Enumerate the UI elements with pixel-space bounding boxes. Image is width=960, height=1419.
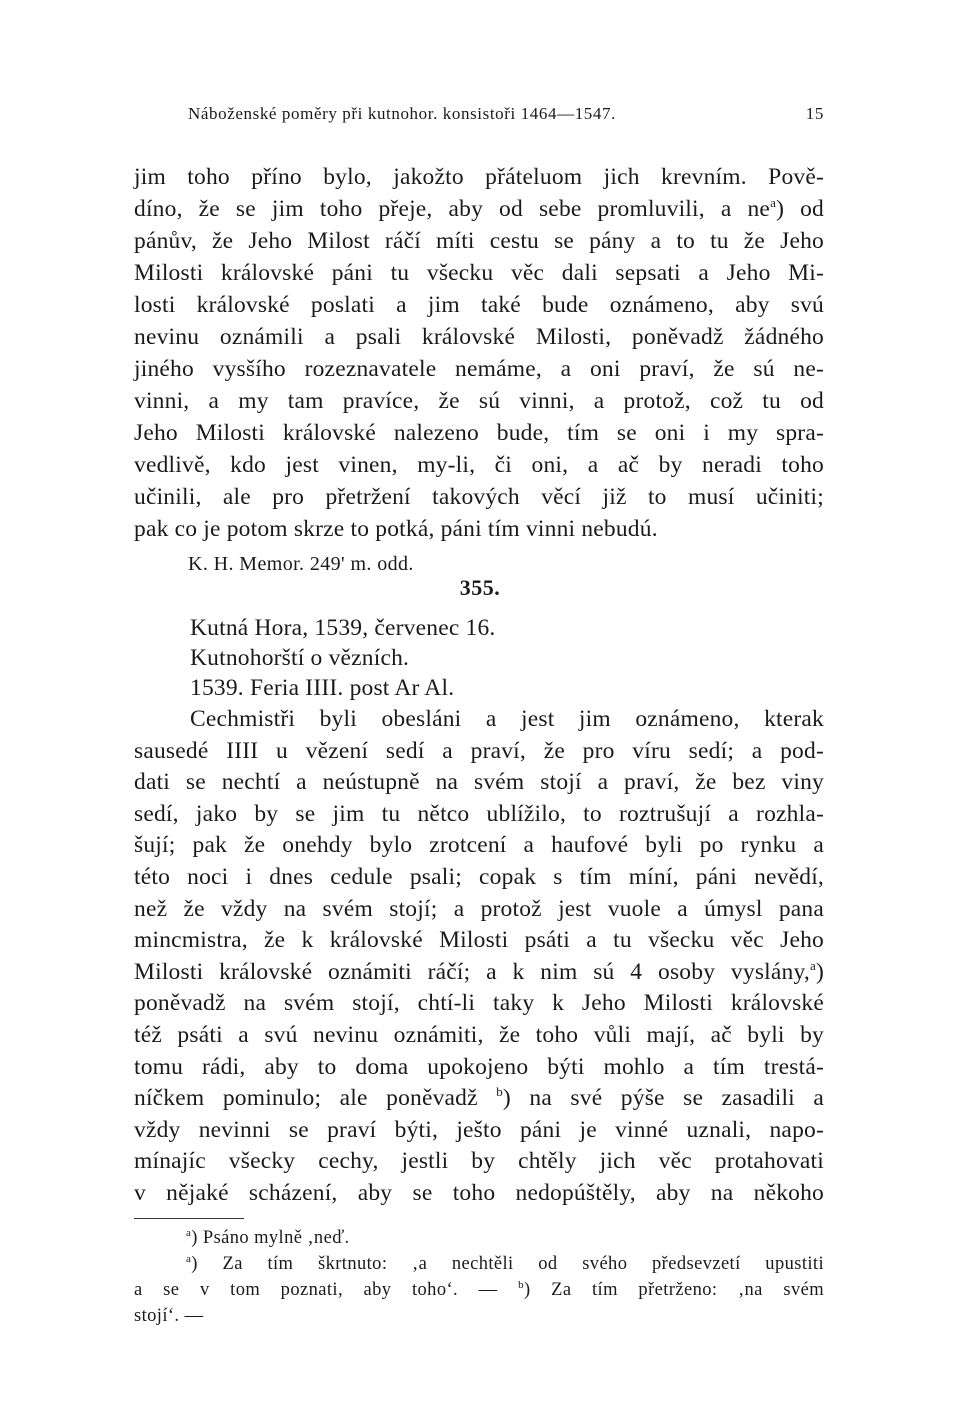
text-line: vedlivě, kdo jest vinen, my-li, či oni, a ač by neradi toho: [134, 452, 824, 478]
text-line: Milosti královské páni tu všecku věc dali sepsati a Jeho Mi-: [134, 260, 824, 286]
text-line: pánův, že Jeho Milost ráčí míti cestu se pány a to tu že Jeho: [134, 228, 824, 254]
document-number: 355.: [459, 575, 501, 600]
text-line: díno, že se jim toho přeje, aby od sebe promluvili, a $ne^a$) od: [134, 195, 824, 222]
text-line: tomu rádi, aby to doma upokojeno býti mohlo a tím trestá-: [134, 1054, 824, 1080]
text-line: než že vždy na svém stojí; a protož jest vuole a úmysl pana: [134, 896, 824, 922]
footnote-marker: b: [496, 1084, 503, 1100]
text-line: sausedé IIII u vězení sedí a praví, že pro víru sedí; a pod-: [134, 738, 824, 764]
text-line: v nějaké scházení, aby se toho nedopúštěly, aby na někoho: [134, 1180, 824, 1206]
text-line: vždy nevinni se praví býti, ješto páni je vinné uznali, napo-: [134, 1117, 824, 1143]
footnote: $^a$) Za tím škrtnuto: ‚a nechtěli od svého předsevzetí upustiti: [186, 1252, 824, 1274]
running-header-title: Náboženské poměry při kutnohor. konsistoři 1464—1547.: [188, 104, 616, 123]
text-line: mínajíc všecky cechy, jestli by chtěly jich věc protahovati: [134, 1148, 824, 1174]
place-date: Kutná Hora, 1539, červenec 16.: [190, 615, 496, 641]
footnote-marker: a: [770, 195, 777, 211]
text-line: mincmistra, že k královské Milosti psáti a tu všecku věc Jeho: [134, 927, 824, 953]
text-line: učinili, ale pro přetržení takových věcí již to musí učiniti;: [134, 484, 824, 510]
footnote-marker: a: [186, 1226, 192, 1239]
footnote-continuation: stojí‘. —: [134, 1306, 204, 1326]
footnote-continuation: a se v tom poznati, aby toho‘. — $^b$) Za tím přetrženo: ‚na svém: [134, 1278, 824, 1300]
date-line: 1539. Feria IIII. post Ar Al.: [190, 675, 455, 701]
footnote: $^a$) Psáno mylně ‚neď.: [186, 1226, 350, 1248]
text-line: této noci i dnes cedule psali; copak s tím míní, páni nevědí,: [134, 864, 824, 890]
text-line: vinni, a my tam pravíce, že sú vinni, a protož, což tu od: [134, 388, 824, 414]
text-line: losti královské poslati a jim také bude oznámeno, aby svú: [134, 292, 824, 318]
text-line: pak co je potom skrze to potká, páni tím vinni nebudú.: [134, 516, 658, 542]
footnote-marker: a: [809, 958, 816, 974]
text-line: Jeho Milosti královské nalezeno bude, tím se oni i my spra-: [134, 420, 824, 446]
text-line: jim toho příno bylo, jakožto přáteluom jich krevním. Pově-: [134, 164, 824, 190]
text-line: jiného vysšího rozeznavatele nemáme, a oni praví, že sú ne-: [134, 356, 824, 382]
source-reference: K. H. Memor. 249' m. odd.: [188, 553, 414, 575]
footnote-divider: [134, 1218, 244, 1219]
text-line: Milosti královské oznámiti ráčí; a k nim sú 4 osoby vyslány,$^a$): [134, 958, 824, 985]
page-number: 15: [805, 104, 824, 123]
text-line: sedí, jako by se jim tu nětco ublížilo, to roztrušují a rozhla-: [134, 801, 824, 827]
text-line: níčkem pominulo; ale poněvadž $^b$) na své pýše se zasadili a: [134, 1084, 824, 1111]
text-line: nevinu oznámili a psali královské Milosti, poněvadž žádného: [134, 324, 824, 350]
text-line: poněvadž na svém stojí, chtí-li taky k Jeho Milosti královské: [134, 990, 824, 1016]
footnote-marker: a: [186, 1252, 192, 1265]
text-line: též psáti a svú nevinu oznámiti, že toho vůli mají, ač byli by: [134, 1022, 824, 1048]
text-line: šují; pak že onehdy bylo zrotcení a haufové byli po rynku a: [134, 832, 824, 858]
footnote-marker: b: [518, 1278, 524, 1291]
text-line: Cechmistři byli obesláni a jest jim oznámeno, kterak: [190, 706, 824, 732]
running-header: [188, 104, 824, 124]
document-subject: Kutnohorští o vězních.: [190, 645, 410, 671]
text-line: dati se nechtí a neústupně na svém stojí a praví, že bez viny: [134, 769, 824, 795]
